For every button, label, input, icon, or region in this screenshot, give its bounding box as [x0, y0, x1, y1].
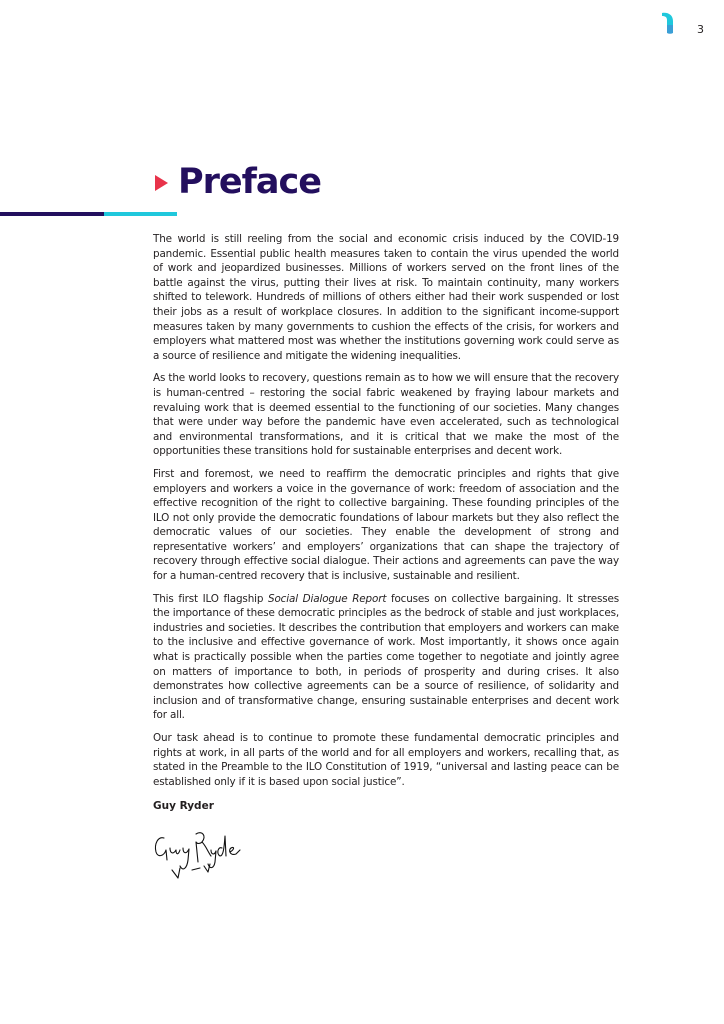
paragraph-5: Our task ahead is to continue to promote these fundamental democratic principles and rights at work, in all parts of the world and for all employers and workers, recalling that, as stated in the Preamble to the ILO Constitution of 1919, “universal and lasting peace can be established only if it is based upon social justice”. — [153, 732, 619, 788]
paragraph-3: First and foremost, we need to reaffirm the democratic principles and rights that give employers and workers a voice in the governance of work: freedom of association and the effective recognition of the right to collective bargaining. These founding principles of the ILO not only provide the democratic foundations of labour markets but they also reflect the democratic values of our societies. They enable the development of strong and representative workers’ and employers’ organizations that can shape the trajectory of recovery through effective social dialogue. Their actions and agreements can pave the way for a human-centred recovery that is inclusive, sustainable and resilient. — [153, 467, 619, 583]
paragraph-4-after: focuses on collective bargaining. It stresses the importance of these democratic principles as the bedrock of stable and just workplaces, industries and societies. It describes the contribution that employers and workers can make to the inclusive and effective governance of work. Most importantly, it shows once again what is practically possible when the parties come together to negotiate and jointly agree on matters of importance to both, in periods of prosperity and during crises. It also demonstrates how collective agreements can be a source of resilience, of solidarity and inclusion and of transformative change, ensuring sustainable enterprises and decent work for all. — [153, 592, 619, 722]
paragraph-2: As the world looks to recovery, questions remain as to how we will ensure that the recovery is human-centred – restoring the social fabric weakened by fraying labour markets and revaluing work that is deemed essential to the functioning of our societies. Many changes that were under way before the pandemic have even accelerated, such as technological and environmental transformations, and it is critical that we make the most of the opportunities these transitions hold for sustainable enterprises and decent work. — [153, 372, 619, 458]
title-rule-cyan — [104, 212, 177, 216]
paragraph-4 — [153, 592, 619, 723]
author-name: Guy Ryder — [153, 800, 214, 812]
signature-image — [150, 826, 246, 882]
body-text — [153, 232, 619, 797]
paragraph-4-before: This first ILO flagship — [153, 592, 269, 605]
logo-icon — [661, 11, 677, 35]
title-block — [155, 160, 321, 204]
page-title: Preface — [178, 162, 321, 202]
page-number: 3 — [697, 23, 704, 36]
report-title-italic: Social Dialogue Report — [268, 592, 387, 605]
triangle-right-icon — [155, 175, 168, 191]
title-rule-dark — [0, 212, 104, 216]
paragraph-1: The world is still reeling from the social and economic crisis induced by the COVID-19 pandemic. Essential public health measures taken to contain the virus upended the world of work and jeopardized businesses. Millions of workers served on the front lines of the battle against the virus, putting their lives at risk. To maintain continuity, many workers shifted to telework. Hundreds of millions of others either had their work suspended or lost their jobs as a result of workplace closures. In addition to the significant income-support measures taken by many governments to cushion the effects of the crisis, for workers and employers what mattered most was whether the institutions governing work could serve as a source of resilience and mitigate the widening inequalities. — [153, 233, 619, 362]
